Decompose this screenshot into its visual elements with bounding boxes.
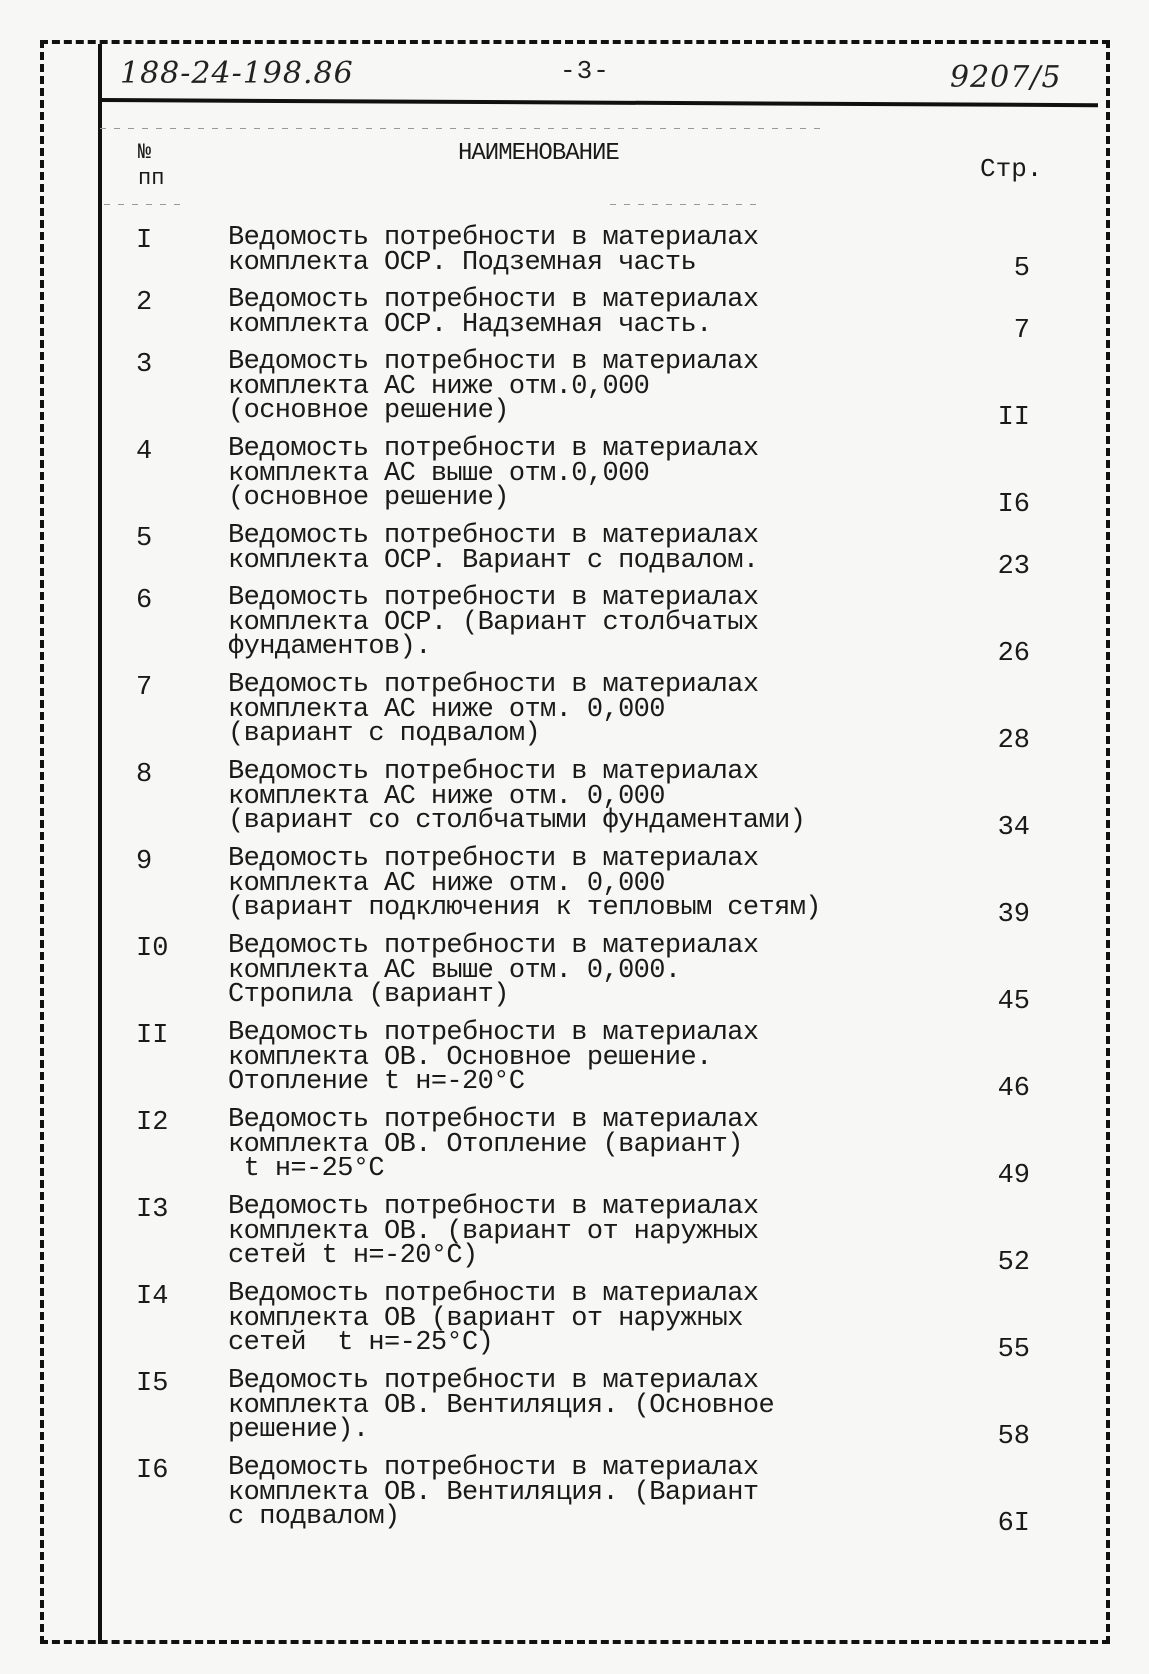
row-number: I4 [136,1282,169,1312]
row-title: Ведомость потребности в материалах комплекта ОСР. Вариант с подвалом. [228,521,759,576]
row-page: 58 [997,1422,1030,1452]
table-row [0,348,1149,435]
table-row [0,671,1149,758]
header-divider [104,204,184,205]
sheet-number: 9207/5 [950,60,1062,95]
row-number: 5 [136,524,153,554]
table-row [0,286,1149,348]
page-number: -3- [560,56,610,86]
row-page: 34 [997,813,1030,843]
row-page: II [997,403,1030,433]
row-page: 46 [997,1074,1030,1104]
table-row [0,1019,1149,1106]
row-number: 3 [136,350,153,380]
table-row [0,522,1149,584]
contents-table [0,224,1149,1541]
row-page: 23 [997,552,1030,582]
row-title: Ведомость потребности в материалах комплекта ОВ. Отопление (вариант) t н=-25°С [228,1105,759,1184]
row-page: 39 [997,900,1030,930]
row-number: 4 [136,437,153,467]
row-title: Ведомость потребности в материалах комплекта ОВ. Основное решение. Отопление t н=-20°С [228,1018,759,1097]
row-title: Ведомость потребности в материалах комплекта АС выше отм.0,000 (основное решение) [228,434,759,513]
row-title: Ведомость потребности в материалах комплекта АС ниже отм. 0,000 (вариант подключения к тепловым сетям) [228,844,821,923]
row-title: Ведомость потребности в материалах комплекта АС ниже отм. 0,000 (вариант со столбчатыми фундаментами) [228,757,806,836]
row-page: I6 [997,490,1030,520]
table-row [0,1106,1149,1193]
row-number: I5 [136,1369,169,1399]
table-row [0,1280,1149,1367]
table-row [0,932,1149,1019]
row-number: 6 [136,586,153,616]
table-row [0,1367,1149,1454]
row-page: 52 [997,1248,1030,1278]
header-divider [610,204,760,205]
row-number: 7 [136,673,153,703]
row-page: 45 [997,987,1030,1017]
table-row [0,435,1149,522]
column-header-name: НАИМЕНОВАНИЕ [458,140,619,167]
document-number: 188-24-198.86 [120,56,354,91]
row-number: I2 [136,1108,169,1138]
table-row [0,845,1149,932]
row-title: Ведомость потребности в материалах комплекта АС ниже отм. 0,000 (вариант с подвалом) [228,670,759,749]
table-row [0,584,1149,671]
row-number: I [136,226,153,256]
row-number: 2 [136,288,153,318]
table-row [0,758,1149,845]
row-title: Ведомость потребности в материалах комплекта АС ниже отм.0,000 (основное решение) [228,347,759,426]
row-title: Ведомость потребности в материалах комплекта ОВ. Вентиляция. (Основное решение). [228,1366,775,1445]
header-divider [100,128,820,129]
row-number: I0 [136,934,169,964]
row-number: I3 [136,1195,169,1225]
table-row [0,1193,1149,1280]
column-header-number: № пп [138,140,165,191]
row-page: 49 [997,1161,1030,1191]
table-row [0,224,1149,286]
table-row [0,1454,1149,1541]
row-page: 28 [997,726,1030,756]
row-page: 26 [997,639,1030,669]
row-title: Ведомость потребности в материалах комплекта ОСР. Подземная часть [228,223,759,278]
row-page: 55 [997,1335,1030,1365]
row-title: Ведомость потребности в материалах комплекта ОВ. Вентиляция. (Вариант с подвалом) [228,1453,759,1532]
row-number: 8 [136,760,153,790]
row-title: Ведомость потребности в материалах комплекта ОСР. Надземная часть. [228,285,759,340]
row-number: I6 [136,1456,169,1486]
row-number: 9 [136,847,153,877]
row-number: II [136,1021,169,1051]
row-title: Ведомость потребности в материалах комплекта АС выше отм. 0,000. Стропила (вариант) [228,931,759,1010]
column-header-page: Стр. [980,154,1043,184]
row-title: Ведомость потребности в материалах комплекта ОВ (вариант от наружных сетей t н=-25°С) [228,1279,759,1358]
row-page: 7 [1013,316,1030,346]
row-title: Ведомость потребности в материалах комплекта ОВ. (вариант от наружных сетей t н=-20°С) [228,1192,759,1271]
row-title: Ведомость потребности в материалах комплекта ОСР. (Вариант столбчатых фундаментов). [228,583,759,662]
row-page: 5 [1013,254,1030,284]
row-page: 6I [997,1509,1030,1539]
